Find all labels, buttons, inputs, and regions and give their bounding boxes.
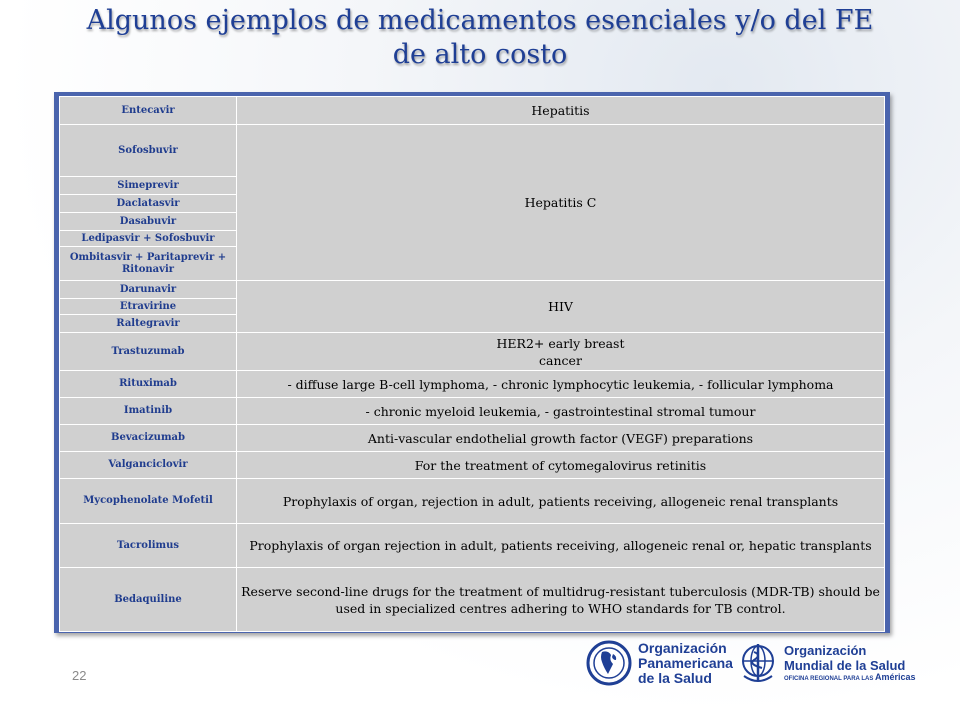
drug-name: Sofosbuvir — [60, 125, 237, 177]
title-line-2: de alto costo — [392, 39, 568, 70]
drug-name: Raltegravir — [60, 315, 237, 333]
drug-name: Darunavir — [60, 281, 237, 299]
drug-name: Simeprevir — [60, 177, 237, 195]
drug-name: Tacrolimus — [60, 524, 237, 568]
indication — [237, 333, 885, 371]
drug-name: Mycophenolate Mofetil — [60, 479, 237, 524]
drug-name: Rituximab — [60, 371, 237, 398]
who-subtitle-small: OFICINA REGIONAL PARA LAS — [784, 675, 874, 682]
indication: - chronic myeloid leukemia, - gastrointestinal stromal tumour — [237, 398, 885, 425]
paho-name-line-3: de la Salud — [638, 669, 712, 686]
drug-name: Valganciclovir — [60, 452, 237, 479]
indication-line: HER2+ early breast — [496, 335, 625, 351]
indication-line: cancer — [539, 352, 582, 368]
medicines-table — [59, 96, 885, 632]
drug-name: Ombitasvir + Paritaprevir + Ritonavir — [60, 247, 237, 281]
drug-name: Etravirine — [60, 299, 237, 315]
drug-name: Daclatasvir — [60, 195, 237, 213]
table-row — [60, 452, 885, 479]
drug-name: Ledipasvir + Sofosbuvir — [60, 231, 237, 247]
who-logo — [738, 640, 916, 686]
medicines-table-frame — [54, 92, 890, 633]
drug-name: Bevacizumab — [60, 425, 237, 452]
drug-name: Entecavir — [60, 97, 237, 125]
who-emblem-icon — [738, 640, 778, 686]
table-row — [60, 97, 885, 125]
paho-name-line-2: Panamericana — [638, 654, 733, 671]
drug-name: Trastuzumab — [60, 333, 237, 371]
table-row — [60, 479, 885, 524]
page-number: 22 — [72, 668, 87, 683]
paho-name-line-1: Organización — [638, 639, 727, 656]
table-row — [60, 333, 885, 371]
table-row — [60, 371, 885, 398]
table-row — [60, 281, 885, 299]
indication: Hepatitis — [237, 97, 885, 125]
table-row — [60, 398, 885, 425]
indication: For the treatment of cytomegalovirus retinitis — [237, 452, 885, 479]
indication: Reserve second-line drugs for the treatment of multidrug-resistant tuberculosis (MDR-TB) should be used in specialized centres adhering to WHO standards for TB control. — [237, 568, 885, 632]
table-row — [60, 125, 885, 177]
drug-name: Bedaquiline — [60, 568, 237, 632]
indication: Prophylaxis of organ rejection in adult, patients receiving, allogeneic renal or, hepatic transplants — [237, 524, 885, 568]
drug-name: Imatinib — [60, 398, 237, 425]
title-line-1: Algunos ejemplos de medicamentos esenciales y/o del FE — [86, 5, 874, 36]
table-row — [60, 568, 885, 632]
drug-name: Dasabuvir — [60, 213, 237, 231]
indication: HIV — [237, 281, 885, 333]
who-subtitle-region: Américas — [875, 671, 916, 682]
slide-title — [40, 4, 920, 72]
table-row — [60, 425, 885, 452]
indication: Anti-vascular endothelial growth factor (VEGF) preparations — [237, 425, 885, 452]
who-name-line-2: Mundial de la Salud — [784, 657, 906, 673]
indication: - diffuse large B-cell lymphoma, - chronic lymphocytic leukemia, - follicular lymphoma — [237, 371, 885, 398]
paho-logo — [586, 640, 733, 686]
indication: Hepatitis C — [237, 125, 885, 281]
indication: Prophylaxis of organ, rejection in adult, patients receiving, allogeneic renal transplants — [237, 479, 885, 524]
who-name-line-1: Organización — [784, 642, 867, 658]
table-row — [60, 524, 885, 568]
paho-emblem-icon — [586, 640, 632, 686]
